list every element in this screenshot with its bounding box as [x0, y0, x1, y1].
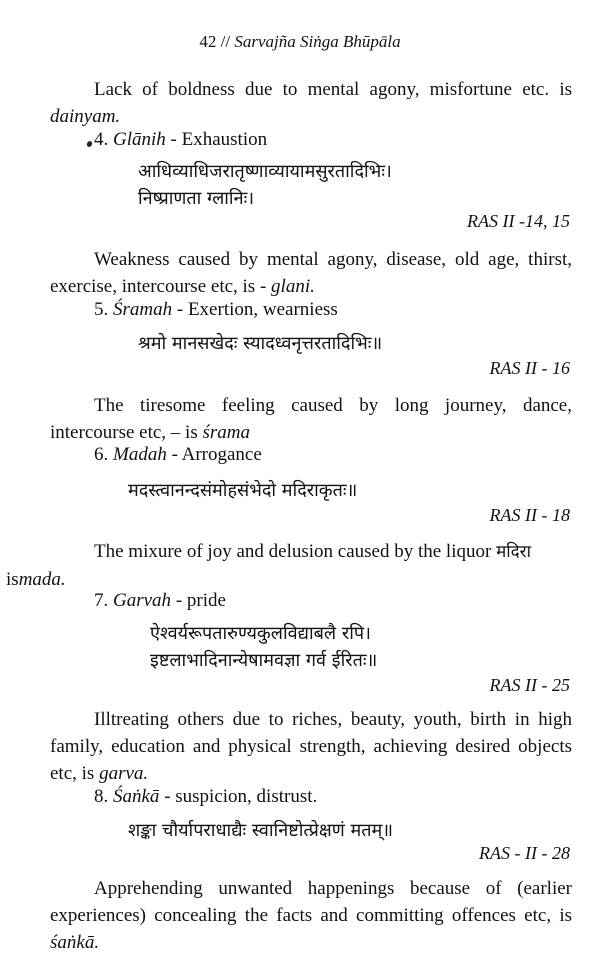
term: glani. [271, 276, 315, 297]
section-desc: - Exhaustion [165, 129, 268, 150]
section-heading-madah [94, 441, 262, 468]
paragraph-text: Apprehending unwanted happenings because of (earlier experiences) concealing the facts and committing offences etc, is [50, 878, 572, 926]
paragraph-text: The tiresome feeling caused by long journey, dance, intercourse etc, – is [50, 395, 572, 443]
term: śaṅkā. [50, 932, 100, 953]
paragraph-text: is [6, 569, 19, 590]
term: garva. [99, 763, 149, 784]
section-term: Glānih [113, 129, 166, 150]
paragraph-dainyam [50, 76, 572, 130]
sanskrit-verse: मदस्त्वानन्दसंमोहसंभेदो मदिराकृतः॥ [128, 480, 358, 501]
section-number: 8. [94, 786, 113, 807]
section-term: Śaṅkā [113, 786, 160, 807]
source-reference: RAS II -14, 15 [467, 211, 570, 231]
paragraph-srama [50, 392, 572, 446]
paragraph-sanka [50, 875, 572, 956]
section-heading-sramah [94, 296, 338, 323]
book-title: Sarvajña Siṅga Bhūpāla [234, 32, 401, 51]
source-reference: RAS II - 25 [489, 675, 570, 695]
sanskrit-verse: श्रमो मानसखेदः स्यादध्वनृत्तरतादिभिः॥ [138, 333, 383, 354]
section-number: 5. [94, 299, 113, 320]
section-term: Garvah [113, 590, 172, 611]
term: śrama [202, 422, 250, 443]
section-term: Madah [113, 444, 167, 465]
paragraph-garva [50, 706, 572, 787]
page-number: 42 // [199, 32, 231, 51]
term: dainyam. [50, 106, 121, 127]
term: mada. [18, 569, 66, 590]
section-heading-sanka [94, 783, 317, 810]
source-reference: RAS - II - 28 [479, 843, 570, 863]
sanskrit-word: मदिरा [496, 542, 532, 562]
section-number: 7. [94, 590, 113, 611]
section-number: 4. [94, 129, 113, 150]
section-heading-glanih [94, 126, 267, 153]
sanskrit-verse: निष्प्राणता ग्लानिः। [138, 188, 255, 209]
sanskrit-verse: आधिव्याधिजरातृष्णाव्यायामसुरतादिभिः। [138, 161, 392, 182]
ink-speck [86, 140, 93, 148]
sanskrit-verse: इष्टलाभादिनान्येषामवज्ञा गर्व ईरितः॥ [150, 650, 378, 671]
sanskrit-verse: ऐश्वर्यरूपतारुण्यकुलविद्याबलै रपि। [150, 623, 371, 644]
section-desc: - Exertion, wearniess [172, 299, 338, 320]
paragraph-text: The mixure of joy and delusion caused by the liquor [94, 541, 497, 562]
source-reference: RAS II - 16 [489, 358, 570, 378]
paragraph-text: Weakness caused by mental agony, disease, old age, thirst, exercise, intercourse etc, is - [50, 249, 572, 297]
paragraph-glani [50, 246, 572, 300]
source-reference: RAS II - 18 [489, 505, 570, 525]
paragraph-mada [6, 538, 572, 593]
sanskrit-verse: शङ्का चौर्यापराधाद्यैः स्वानिष्टोत्प्रेक्षणं मतम्॥ [128, 820, 394, 841]
section-heading-garvah [94, 587, 226, 614]
paragraph-text: Illtreating others due to riches, beauty, youth, birth in high family, education and physical strength, achieving desired objects etc, is [50, 709, 572, 784]
section-term: Śramah [113, 299, 173, 320]
running-header [0, 32, 600, 52]
paragraph-text: Lack of boldness due to mental agony, misfortune etc. is [94, 79, 572, 100]
section-desc: - suspicion, distrust. [159, 786, 318, 807]
section-number: 6. [94, 444, 113, 465]
section-desc: - pride [171, 590, 226, 611]
section-desc: - Arrogance [166, 444, 262, 465]
